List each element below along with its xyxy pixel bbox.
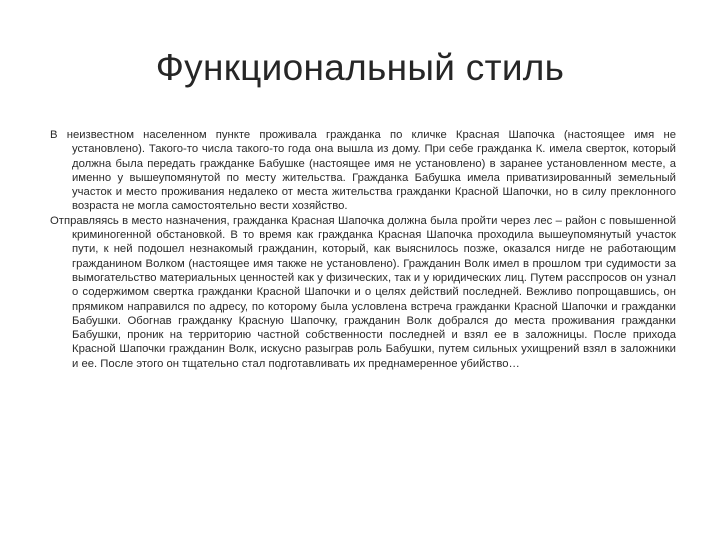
paragraph-1: В неизвестном населенном пункте проживала гражданка по кличке Красная Шапочка (настоящее имя не установлено). Такого-то числа такого-то года она вышла из дому. При себе гражданка К. имела сверток, который должна была передать гражданке Бабушке (настоящее имя не установлено) в заранее установленном месте, а именно у вышеупомянутой по месту жительства. Гражданка Бабушка имела приватизированный земельный участок и место проживания недалеко от места жительства гражданки Красной Шапочки, но в силу преклонного возраста не могла самостоятельно вести хозяйство. <box>50 129 676 213</box>
slide-body <box>50 128 676 371</box>
slide-title: Функциональный стиль <box>155 47 565 88</box>
paragraph-2: Отправляясь в место назначения, гражданка Красная Шапочка должна была пройти через лес – район с повышенной криминогенной обстановкой. В то время как гражданка Красная Шапочка проходила вышеупомянутый участок пути, к ней подошел незнакомый гражданин, который, как выяснилось позже, оказался нигде не работающим гражданином Волком (настоящее имя также не установлено). Гражданин Волк имел в прошлом три судимости за вымогательство материальных ценностей как у физических, так и у юридических лиц. Путем расспросов он узнал о содержимом свертка гражданки Красной Шапочки и о целях действий последней. Вежливо попрощавшись, он прямиком направился по адресу, по которому была условлена встреча гражданки Красной Шапочки и гражданки Бабушки. Обогнав гражданку Красную Шапочку, гражданин Волк добрался до места проживания гражданки Бабушки, проник на территорию частной собственности последней и взял ее в заложницы. После прихода Красной Шапочки гражданин Волк, искусно разыграв роль Бабушки, путем сильных ухищрений взял в заложники и ее. После этого он тщательно стал подготавливать их преднамеренное убийство… <box>50 214 676 370</box>
